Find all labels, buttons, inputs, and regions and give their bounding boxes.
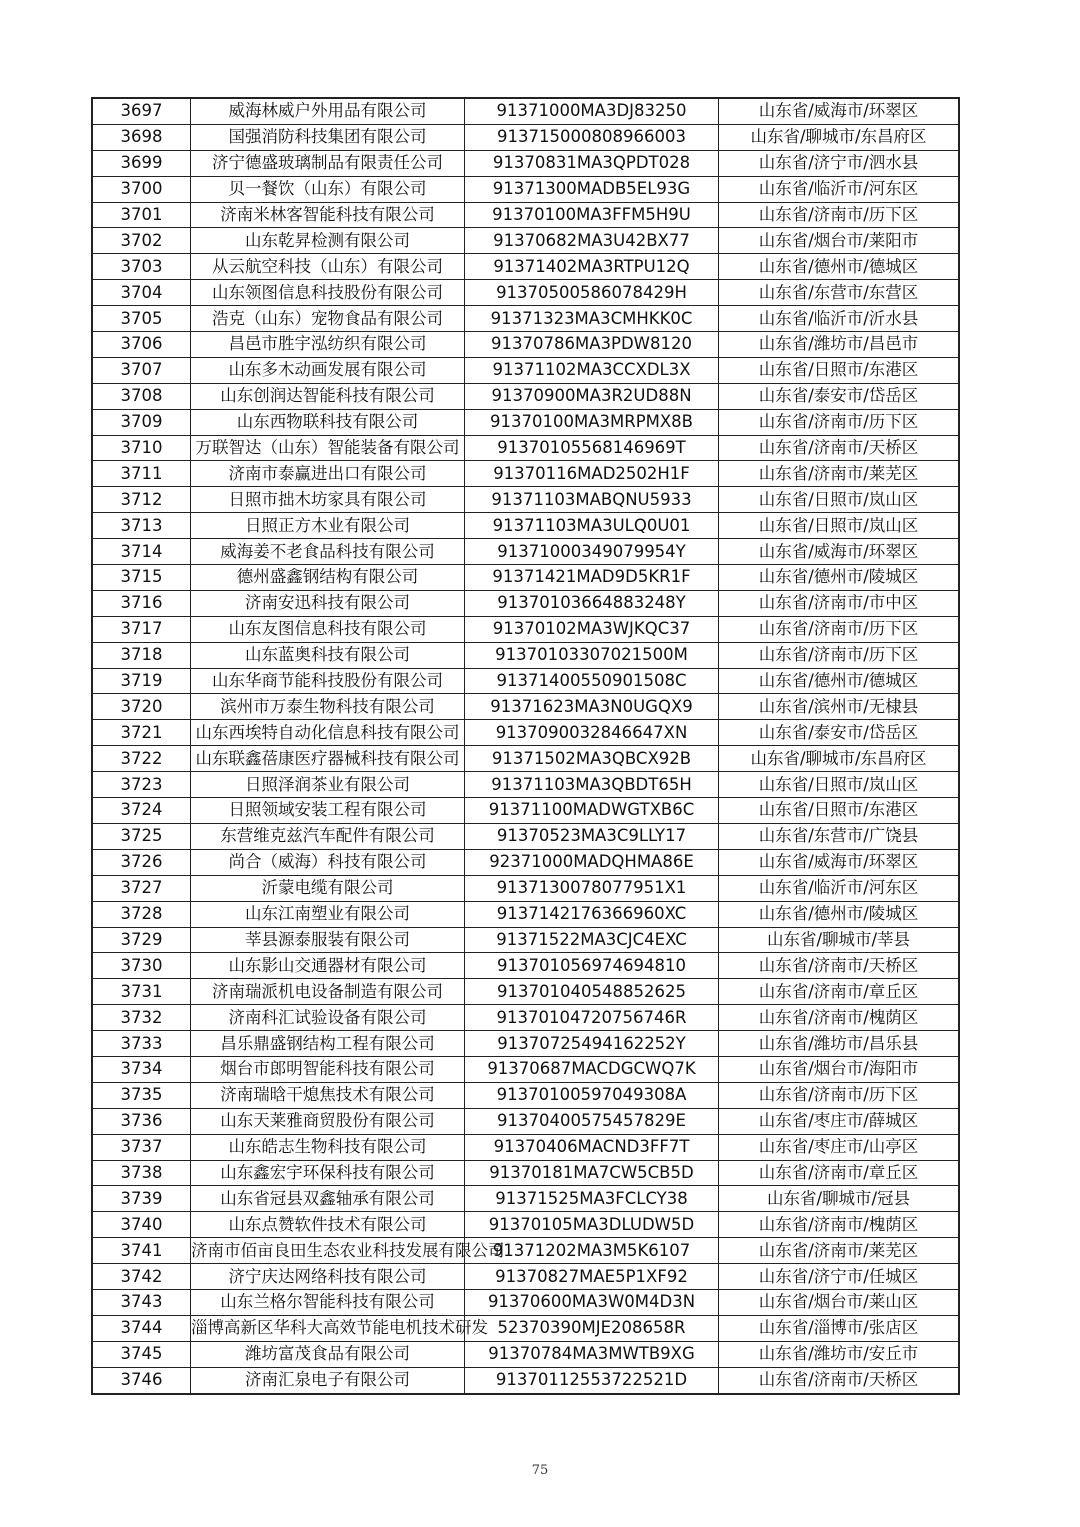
row-number-cell: 3727 [92, 875, 191, 901]
table-row [92, 306, 959, 332]
company-name-cell: 莘县源泰服装有限公司 [191, 927, 465, 953]
region-cell: 山东省/临沂市/河东区 [719, 875, 960, 901]
row-number-cell: 3705 [92, 306, 191, 332]
row-number-cell: 3739 [92, 1186, 191, 1212]
company-name-cell: 山东创润达智能科技有限公司 [191, 383, 465, 409]
table-row [92, 1367, 959, 1393]
row-number-cell: 3712 [92, 487, 191, 513]
region-cell: 山东省/济南市/章丘区 [719, 1160, 960, 1186]
region-cell: 山东省/济南市/历下区 [719, 642, 960, 668]
region-cell: 山东省/聊城市/东昌府区 [719, 746, 960, 772]
row-number-cell: 3740 [92, 1212, 191, 1238]
table-row [92, 1264, 959, 1290]
table-row [92, 772, 959, 798]
company-list-table [91, 97, 960, 1395]
row-number-cell: 3742 [92, 1264, 191, 1290]
credit-code-cell: 91370687MACDGCWQ7K [465, 1056, 719, 1082]
table-row [92, 875, 959, 901]
table-row [92, 332, 959, 358]
credit-code-cell: 9137090032846647XN [465, 720, 719, 746]
company-name-cell: 济南瑞晗干熄焦技术有限公司 [191, 1082, 465, 1108]
row-number-cell: 3723 [92, 772, 191, 798]
region-cell: 山东省/济宁市/泗水县 [719, 150, 960, 176]
row-number-cell: 3732 [92, 1005, 191, 1031]
credit-code-cell: 91370112553722521D [465, 1367, 719, 1393]
company-name-cell: 国强消防科技集团有限公司 [191, 124, 465, 150]
row-number-cell: 3701 [92, 202, 191, 228]
table-row [92, 565, 959, 591]
company-name-cell: 山东兰格尔智能科技有限公司 [191, 1289, 465, 1315]
table-row [92, 1108, 959, 1134]
table-row [92, 979, 959, 1005]
region-cell: 山东省/临沂市/沂水县 [719, 306, 960, 332]
row-number-cell: 3706 [92, 332, 191, 358]
credit-code-cell: 91370116MAD2502H1F [465, 461, 719, 487]
company-name-cell: 山东天莱雅商贸股份有限公司 [191, 1108, 465, 1134]
row-number-cell: 3731 [92, 979, 191, 1005]
row-number-cell: 3713 [92, 513, 191, 539]
table-row [92, 1341, 959, 1367]
table-row [92, 720, 959, 746]
company-name-cell: 济南安迅科技有限公司 [191, 590, 465, 616]
company-name-cell: 烟台市郎明智能科技有限公司 [191, 1056, 465, 1082]
table-row [92, 461, 959, 487]
credit-code-cell: 91370600MA3W0M4D3N [465, 1289, 719, 1315]
row-number-cell: 3714 [92, 539, 191, 565]
row-number-cell: 3717 [92, 616, 191, 642]
row-number-cell: 3697 [92, 98, 191, 124]
region-cell: 山东省/威海市/环翠区 [719, 539, 960, 565]
company-name-cell: 山东友图信息科技有限公司 [191, 616, 465, 642]
company-name-cell: 德州盛鑫钢结构有限公司 [191, 565, 465, 591]
table-row [92, 616, 959, 642]
credit-code-cell: 91370831MA3QPDT028 [465, 150, 719, 176]
row-number-cell: 3708 [92, 383, 191, 409]
row-number-cell: 3721 [92, 720, 191, 746]
table-row [92, 953, 959, 979]
region-cell: 山东省/德州市/陵城区 [719, 901, 960, 927]
row-number-cell: 3704 [92, 280, 191, 306]
region-cell: 山东省/泰安市/岱岳区 [719, 383, 960, 409]
credit-code-cell: 91370400575457829E [465, 1108, 719, 1134]
row-number-cell: 3709 [92, 409, 191, 435]
region-cell: 山东省/德州市/德城区 [719, 254, 960, 280]
credit-code-cell: 91370682MA3U42BX77 [465, 228, 719, 254]
row-number-cell: 3728 [92, 901, 191, 927]
row-number-cell: 3718 [92, 642, 191, 668]
row-number-cell: 3711 [92, 461, 191, 487]
credit-code-cell: 91370784MA3MWTB9XG [465, 1341, 719, 1367]
company-name-cell: 济宁德盛玻璃制品有限责任公司 [191, 150, 465, 176]
region-cell: 山东省/聊城市/冠县 [719, 1186, 960, 1212]
page-number: 75 [531, 1463, 549, 1478]
table-row [92, 590, 959, 616]
company-name-cell: 日照市拙木坊家具有限公司 [191, 487, 465, 513]
company-name-cell: 山东江南塑业有限公司 [191, 901, 465, 927]
table-row [92, 746, 959, 772]
row-number-cell: 3744 [92, 1315, 191, 1341]
region-cell: 山东省/济南市/莱芜区 [719, 1238, 960, 1264]
credit-code-cell: 91371323MA3CMHKK0C [465, 306, 719, 332]
region-cell: 山东省/日照市/东港区 [719, 357, 960, 383]
table-row [92, 927, 959, 953]
company-name-cell: 昌邑市胜宇泓纺织有限公司 [191, 332, 465, 358]
company-name-cell: 山东华商节能科技股份有限公司 [191, 668, 465, 694]
table-row [92, 1031, 959, 1057]
table-row [92, 1315, 959, 1341]
company-name-cell: 山东皓志生物科技有限公司 [191, 1134, 465, 1160]
region-cell: 山东省/济南市/历下区 [719, 1082, 960, 1108]
credit-code-cell: 9137130078077951X1 [465, 875, 719, 901]
region-cell: 山东省/日照市/东港区 [719, 798, 960, 824]
company-name-cell: 济南科汇试验设备有限公司 [191, 1005, 465, 1031]
company-name-cell: 威海姜不老食品科技有限公司 [191, 539, 465, 565]
credit-code-cell: 91370104720756746R [465, 1005, 719, 1031]
row-number-cell: 3733 [92, 1031, 191, 1057]
row-number-cell: 3722 [92, 746, 191, 772]
region-cell: 山东省/济南市/槐荫区 [719, 1005, 960, 1031]
table-row [92, 409, 959, 435]
company-name-cell: 尚合（威海）科技有限公司 [191, 849, 465, 875]
company-name-cell: 威海林威户外用品有限公司 [191, 98, 465, 124]
company-name-cell: 贝一餐饮（山东）有限公司 [191, 176, 465, 202]
table-row [92, 1160, 959, 1186]
company-name-cell: 山东西物联科技有限公司 [191, 409, 465, 435]
table-row [92, 176, 959, 202]
company-name-cell: 山东蓝奥科技有限公司 [191, 642, 465, 668]
company-name-cell: 山东领图信息科技股份有限公司 [191, 280, 465, 306]
company-name-cell: 昌乐鼎盛钢结构工程有限公司 [191, 1031, 465, 1057]
region-cell: 山东省/东营市/广饶县 [719, 823, 960, 849]
company-name-cell: 山东省冠县双鑫轴承有限公司 [191, 1186, 465, 1212]
company-name-cell: 济南市佰亩良田生态农业科技发展有限公司 [191, 1238, 465, 1264]
table-row [92, 254, 959, 280]
credit-code-cell: 91370103307021500M [465, 642, 719, 668]
credit-code-cell: 52370390MJE208658R [465, 1315, 719, 1341]
credit-code-cell: 913715000808966003 [465, 124, 719, 150]
credit-code-cell: 91371522MA3CJC4EXC [465, 927, 719, 953]
table-row [92, 694, 959, 720]
table-row [92, 202, 959, 228]
region-cell: 山东省/济南市/天桥区 [719, 435, 960, 461]
row-number-cell: 3734 [92, 1056, 191, 1082]
row-number-cell: 3729 [92, 927, 191, 953]
company-name-cell: 山东乾昇检测有限公司 [191, 228, 465, 254]
row-number-cell: 3730 [92, 953, 191, 979]
region-cell: 山东省/枣庄市/山亭区 [719, 1134, 960, 1160]
table-row [92, 1082, 959, 1108]
credit-code-cell: 91371102MA3CCXDL3X [465, 357, 719, 383]
table-row [92, 487, 959, 513]
region-cell: 山东省/枣庄市/薛城区 [719, 1108, 960, 1134]
company-name-cell: 济宁庆达网络科技有限公司 [191, 1264, 465, 1290]
credit-code-cell: 91370105MA3DLUDW5D [465, 1212, 719, 1238]
credit-code-cell: 9137142176366960XC [465, 901, 719, 927]
region-cell: 山东省/威海市/环翠区 [719, 849, 960, 875]
row-number-cell: 3738 [92, 1160, 191, 1186]
company-name-cell: 沂蒙电缆有限公司 [191, 875, 465, 901]
table-row [92, 1186, 959, 1212]
row-number-cell: 3703 [92, 254, 191, 280]
row-number-cell: 3716 [92, 590, 191, 616]
region-cell: 山东省/烟台市/莱阳市 [719, 228, 960, 254]
table-row [92, 1238, 959, 1264]
credit-code-cell: 91370100MA3FFM5H9U [465, 202, 719, 228]
credit-code-cell: 91370100597049308A [465, 1082, 719, 1108]
region-cell: 山东省/聊城市/东昌府区 [719, 124, 960, 150]
row-number-cell: 3726 [92, 849, 191, 875]
region-cell: 山东省/济南市/历下区 [719, 202, 960, 228]
table-row [92, 849, 959, 875]
region-cell: 山东省/威海市/环翠区 [719, 98, 960, 124]
company-name-cell: 山东联鑫蓓康医疗器械科技有限公司 [191, 746, 465, 772]
credit-code-cell: 91371100MADWGTXB6C [465, 798, 719, 824]
company-name-cell: 滨州市万泰生物科技有限公司 [191, 694, 465, 720]
table-row [92, 513, 959, 539]
credit-code-cell: 91370827MAE5P1XF92 [465, 1264, 719, 1290]
region-cell: 山东省/临沂市/河东区 [719, 176, 960, 202]
region-cell: 山东省/潍坊市/昌乐县 [719, 1031, 960, 1057]
region-cell: 山东省/济南市/市中区 [719, 590, 960, 616]
credit-code-cell: 91370500586078429H [465, 280, 719, 306]
company-name-cell: 济南瑞派机电设备制造有限公司 [191, 979, 465, 1005]
credit-code-cell: 91371502MA3QBCX92B [465, 746, 719, 772]
credit-code-cell: 91371421MAD9D5KR1F [465, 565, 719, 591]
region-cell: 山东省/烟台市/莱山区 [719, 1289, 960, 1315]
table-row [92, 435, 959, 461]
company-name-cell: 山东影山交通器材有限公司 [191, 953, 465, 979]
company-name-cell: 济南汇泉电子有限公司 [191, 1367, 465, 1393]
table-row [92, 668, 959, 694]
row-number-cell: 3745 [92, 1341, 191, 1367]
company-name-cell: 万联智达（山东）智能装备有限公司 [191, 435, 465, 461]
region-cell: 山东省/济南市/天桥区 [719, 1367, 960, 1393]
row-number-cell: 3735 [92, 1082, 191, 1108]
region-cell: 山东省/潍坊市/昌邑市 [719, 332, 960, 358]
credit-code-cell: 91370100MA3MRPMX8B [465, 409, 719, 435]
credit-code-cell: 91371300MADB5EL93G [465, 176, 719, 202]
credit-code-cell: 913701056974694810 [465, 953, 719, 979]
company-name-cell: 济南米林客智能科技有限公司 [191, 202, 465, 228]
company-name-cell: 潍坊富茂食品有限公司 [191, 1341, 465, 1367]
region-cell: 山东省/德州市/陵城区 [719, 565, 960, 591]
region-cell: 山东省/泰安市/岱岳区 [719, 720, 960, 746]
row-number-cell: 3737 [92, 1134, 191, 1160]
table-row [92, 150, 959, 176]
table-row [92, 539, 959, 565]
row-number-cell: 3743 [92, 1289, 191, 1315]
table-row [92, 383, 959, 409]
region-cell: 山东省/济宁市/任城区 [719, 1264, 960, 1290]
row-number-cell: 3724 [92, 798, 191, 824]
region-cell: 山东省/济南市/天桥区 [719, 953, 960, 979]
region-cell: 山东省/淄博市/张店区 [719, 1315, 960, 1341]
credit-code-cell: 91370102MA3WJKQC37 [465, 616, 719, 642]
credit-code-cell: 91371000MA3DJ83250 [465, 98, 719, 124]
region-cell: 山东省/聊城市/莘县 [719, 927, 960, 953]
company-name-cell: 从云航空科技（山东）有限公司 [191, 254, 465, 280]
row-number-cell: 3715 [92, 565, 191, 591]
region-cell: 山东省/济南市/莱芜区 [719, 461, 960, 487]
row-number-cell: 3710 [92, 435, 191, 461]
company-name-cell: 济南市泰赢进出口有限公司 [191, 461, 465, 487]
region-cell: 山东省/日照市/岚山区 [719, 772, 960, 798]
company-name-cell: 日照领域安装工程有限公司 [191, 798, 465, 824]
credit-code-cell: 91371202MA3M5K6107 [465, 1238, 719, 1264]
credit-code-cell: 92371000MADQHMA86E [465, 849, 719, 875]
credit-code-cell: 91370103664883248Y [465, 590, 719, 616]
credit-code-cell: 91370181MA7CW5CB5D [465, 1160, 719, 1186]
credit-code-cell: 91371103MA3QBDT65H [465, 772, 719, 798]
region-cell: 山东省/潍坊市/安丘市 [719, 1341, 960, 1367]
company-name-cell: 日照正方木业有限公司 [191, 513, 465, 539]
company-name-cell: 山东西埃特自动化信息科技有限公司 [191, 720, 465, 746]
company-name-cell: 浩克（山东）宠物食品有限公司 [191, 306, 465, 332]
company-name-cell: 山东点赞软件技术有限公司 [191, 1212, 465, 1238]
table-row [92, 357, 959, 383]
row-number-cell: 3746 [92, 1367, 191, 1393]
row-number-cell: 3702 [92, 228, 191, 254]
region-cell: 山东省/济南市/章丘区 [719, 979, 960, 1005]
table-row [92, 98, 959, 124]
region-cell: 山东省/东营市/东营区 [719, 280, 960, 306]
table-row [92, 124, 959, 150]
credit-code-cell: 91371402MA3RTPU12Q [465, 254, 719, 280]
region-cell: 山东省/日照市/岚山区 [719, 487, 960, 513]
row-number-cell: 3707 [92, 357, 191, 383]
credit-code-cell: 91370725494162252Y [465, 1031, 719, 1057]
credit-code-cell: 91370406MACND3FF7T [465, 1134, 719, 1160]
company-name-cell: 山东鑫宏宇环保科技有限公司 [191, 1160, 465, 1186]
table-row [92, 1134, 959, 1160]
table-row [92, 901, 959, 927]
region-cell: 山东省/日照市/岚山区 [719, 513, 960, 539]
credit-code-cell: 91371623MA3N0UGQX9 [465, 694, 719, 720]
table-row [92, 798, 959, 824]
credit-code-cell: 91371400550901508C [465, 668, 719, 694]
credit-code-cell: 91371525MA3FCLCY38 [465, 1186, 719, 1212]
credit-code-cell: 91371000349079954Y [465, 539, 719, 565]
region-cell: 山东省/济南市/历下区 [719, 616, 960, 642]
credit-code-cell: 91371103MA3ULQ0U01 [465, 513, 719, 539]
row-number-cell: 3741 [92, 1238, 191, 1264]
region-cell: 山东省/滨州市/无棣县 [719, 694, 960, 720]
region-cell: 山东省/济南市/槐荫区 [719, 1212, 960, 1238]
table-row [92, 280, 959, 306]
row-number-cell: 3700 [92, 176, 191, 202]
table-body [92, 98, 959, 1394]
row-number-cell: 3736 [92, 1108, 191, 1134]
table-row [92, 1212, 959, 1238]
company-name-cell: 东营维克兹汽车配件有限公司 [191, 823, 465, 849]
row-number-cell: 3719 [92, 668, 191, 694]
table-row [92, 1005, 959, 1031]
credit-code-cell: 913701040548852625 [465, 979, 719, 1005]
credit-code-cell: 91370786MA3PDW8120 [465, 332, 719, 358]
table-row [92, 1289, 959, 1315]
table-row [92, 1056, 959, 1082]
row-number-cell: 3699 [92, 150, 191, 176]
company-name-cell: 日照泽润茶业有限公司 [191, 772, 465, 798]
credit-code-cell: 91371103MABQNU5933 [465, 487, 719, 513]
credit-code-cell: 91370523MA3C9LLY17 [465, 823, 719, 849]
credit-code-cell: 91370900MA3R2UD88N [465, 383, 719, 409]
region-cell: 山东省/济南市/历下区 [719, 409, 960, 435]
row-number-cell: 3698 [92, 124, 191, 150]
row-number-cell: 3720 [92, 694, 191, 720]
company-name-cell: 山东多木动画发展有限公司 [191, 357, 465, 383]
table-row [92, 823, 959, 849]
region-cell: 山东省/德州市/德城区 [719, 668, 960, 694]
row-number-cell: 3725 [92, 823, 191, 849]
table-row [92, 642, 959, 668]
table-row [92, 228, 959, 254]
credit-code-cell: 91370105568146969T [465, 435, 719, 461]
region-cell: 山东省/烟台市/海阳市 [719, 1056, 960, 1082]
company-name-cell: 淄博高新区华科大高效节能电机技术研发 [191, 1315, 465, 1341]
